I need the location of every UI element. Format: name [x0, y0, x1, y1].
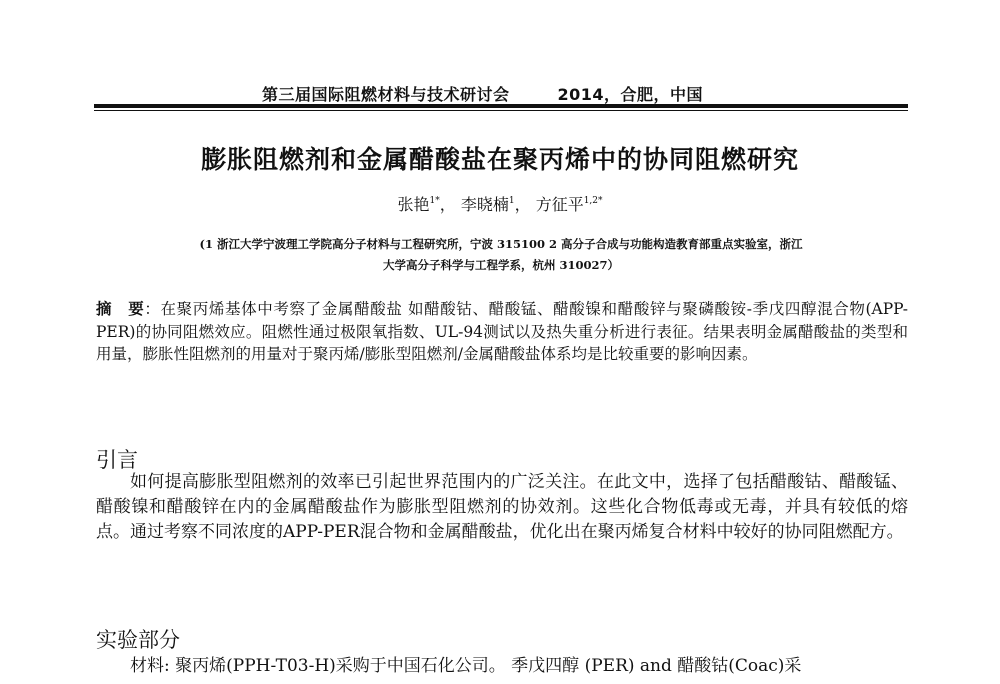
affiliation-line: 大学高分子科学与工程学系，杭州 310027）	[382, 258, 619, 272]
affiliation	[100, 234, 902, 276]
abstract	[96, 298, 908, 366]
conference-date-place: 2014，合肥，中国	[557, 85, 704, 104]
running-header	[262, 82, 703, 105]
author-name: 方征平	[535, 195, 584, 214]
abstract-label: 摘 要	[96, 300, 145, 318]
paper-title: 膨胀阻燃剂和金属醋酸盐在聚丙烯中的协同阻燃研究	[200, 145, 799, 174]
author-name: 张艳	[397, 195, 430, 214]
header-rule-thin	[94, 110, 908, 111]
affiliation-line: (1 浙江大学宁波理工学院高分子材料与工程研究所，宁波 315100 2 高分子合成与功能构造教育部重点实验室，浙江	[199, 237, 803, 251]
header-rule-thick	[94, 104, 908, 108]
introduction-paragraph: 如何提高膨胀型阻燃剂的效率已引起世界范围内的广泛关注。在此文中，选择了包括醋酸钴、醋酸锰、醋酸镍和醋酸锌在内的金属醋酸盐作为膨胀型阻燃剂的协效剂。这些化合物低毒或无毒，并具有较低的熔点。通过考察不同浓度的APP-PER混合物和金属醋酸盐，优化出在聚丙烯复合材料中较好的协同阻燃配方。	[96, 472, 908, 542]
author-mark: 1,2*	[583, 196, 603, 206]
conference-name: 第三届国际阻燃材料与技术研讨会	[262, 85, 510, 104]
author-mark: 1	[508, 196, 515, 206]
section-heading-experimental: 实验部分	[96, 628, 180, 652]
abstract-text: ：在聚丙烯基体中考察了金属醋酸盐 如醋酸钴、醋酸锰、醋酸镍和醋酸锌与聚磷酸铵-季戊四醇混合物(APP-PER)的协同阻燃效应。阻燃性通过极限氧指数、UL-94测试以及热失重分析进行表征。结果表明金属醋酸盐的类型和用量，膨胀性阻燃剂的用量对于聚丙烯/膨胀型阻燃剂/金属醋酸盐体系均是比较重要的影响因素。	[96, 300, 908, 363]
author-list	[0, 192, 1000, 215]
author-separator: ，	[514, 195, 531, 214]
author-name: 李晓楠	[460, 195, 509, 214]
section-heading-introduction: 引言	[96, 448, 138, 472]
author-mark: 1*	[429, 196, 440, 206]
materials-paragraph: 材料: 聚丙烯(PPH-T03-H)采购于中国石化公司。 季戊四醇 (PER) and 醋酸钴(Coac)采	[130, 656, 802, 676]
author-separator: ，	[439, 195, 456, 214]
